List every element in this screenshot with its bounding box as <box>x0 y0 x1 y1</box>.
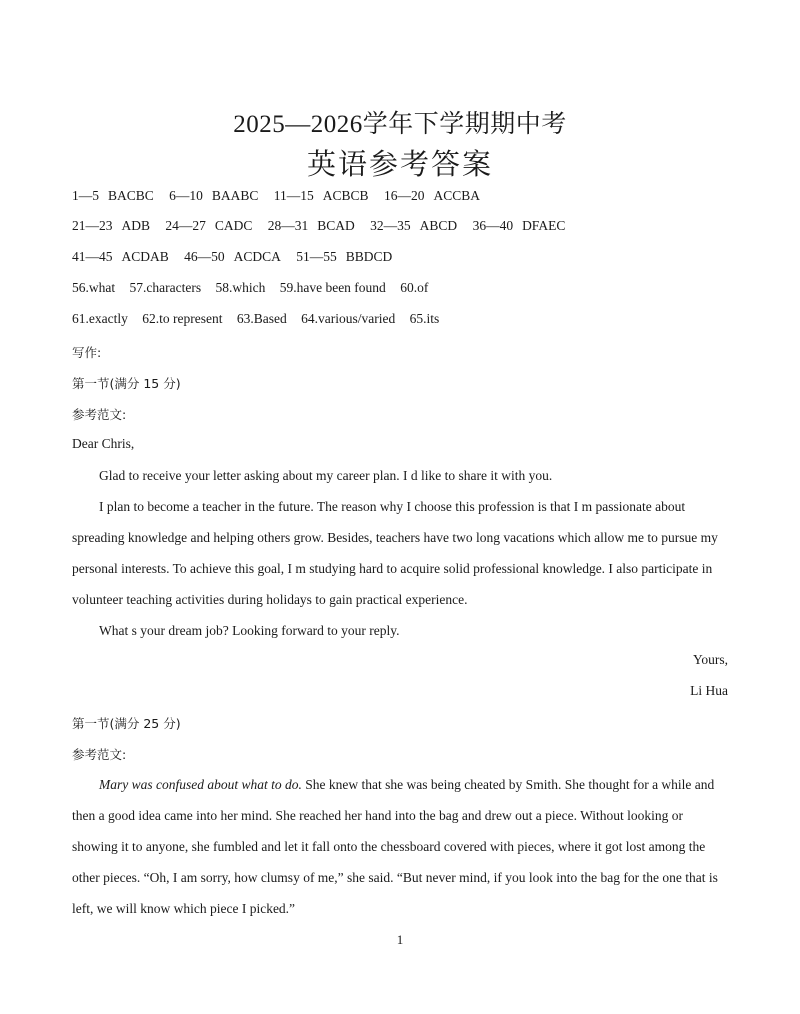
story-paragraph <box>72 769 728 924</box>
answer-keys: ABCD <box>419 218 458 233</box>
writing-heading: 写作: <box>72 345 102 360</box>
answer-range: 51—55 <box>296 249 337 264</box>
answer-range: 1—5 <box>72 188 99 203</box>
answer-row-3 <box>72 249 404 265</box>
answer-keys: BACBC <box>108 188 154 203</box>
answer-range: 28—31 <box>267 218 309 233</box>
fill-answer: 63.Based <box>236 311 287 326</box>
answer-keys: DFAEC <box>522 218 566 233</box>
answer-range: 41—45 <box>72 249 113 264</box>
letter-signature: Li Hua <box>690 683 728 698</box>
fill-answer: 65.its <box>409 311 440 326</box>
fill-answer: 64.various/varied <box>301 311 396 326</box>
fill-answer: 58.which <box>215 280 266 295</box>
document-title: 英语参考答案 <box>306 149 493 181</box>
section-1-title: 第一节(满分 15 分) <box>72 376 181 391</box>
paragraph-text: Glad to receive your letter asking about my career plan. I d like to share it with you. <box>99 468 553 483</box>
fill-answer: 59.have been found <box>279 280 386 295</box>
answer-range: 24—27 <box>165 218 206 233</box>
letter-paragraph-1 <box>72 460 728 491</box>
fill-answer: 56.what <box>72 280 116 295</box>
section-1-sample-label: 参考范文: <box>72 407 127 422</box>
fill-answer: 57.characters <box>129 280 202 295</box>
letter-closing: Yours, <box>692 652 728 667</box>
section-2-sample-label: 参考范文: <box>72 747 127 762</box>
letter-salutation: Dear Chris, <box>72 436 135 451</box>
answer-row-2 <box>72 218 577 234</box>
answer-keys: ACCBA <box>433 188 480 203</box>
letter-paragraph-3 <box>72 615 728 646</box>
exam-title: 2025—2026学年下学期期中考 <box>233 111 567 138</box>
answer-keys: BBDCD <box>345 249 393 264</box>
answer-range: 21—23 <box>72 218 113 233</box>
answer-keys: ADB <box>121 218 151 233</box>
answer-keys: BAABC <box>211 188 259 203</box>
fill-answer-row-1 <box>72 280 439 296</box>
answer-row-1 <box>72 188 492 204</box>
story-lead-sentence: Mary was confused about what to do. <box>99 777 302 792</box>
section-2-title: 第一节(满分 25 分) <box>72 716 181 731</box>
answer-range: 36—40 <box>472 218 514 233</box>
answer-range: 6—10 <box>169 188 203 203</box>
paragraph-text: She knew that she was being cheated by Smith. She thought for a while and then a good idea came into her mind. She reached her hand into the bag and drew out a piece. Without looking or showing it to anyone, she fumbled and let it fall onto the chessboard covered with pieces, where it got lost among the other pieces. “Oh, I am sorry, how clumsy of me,” she said. “But never mind, if you look into the bag for the one that is left, we will know which piece I picked.” <box>72 777 718 916</box>
answer-range: 11—15 <box>273 188 314 203</box>
fill-answer-row-2 <box>72 311 450 327</box>
paragraph-text: What s your dream job? Looking forward to your reply. <box>99 623 400 638</box>
fill-answer: 60.of <box>400 280 429 295</box>
answer-range: 16—20 <box>383 188 425 203</box>
answer-keys: ACDCA <box>233 249 281 264</box>
page-number: 1 <box>396 932 404 947</box>
answer-range: 46—50 <box>184 249 225 264</box>
answer-keys: ACBCB <box>322 188 369 203</box>
answer-keys: CADC <box>214 218 253 233</box>
fill-answer: 62.to represent <box>142 311 223 326</box>
paragraph-text: I plan to become a teacher in the future. The reason why I choose this profession is that I m passionate about spreading knowledge and helping others grow. Besides, teachers have two long vacations which allow me to pursue my personal interests. To achieve this goal, I m studying hard to acquire solid professional knowledge. I also participate in volunteer teaching activities during holidays to gain practical experience. <box>72 499 718 607</box>
letter-paragraph-2 <box>72 491 728 615</box>
answer-keys: ACDAB <box>121 249 169 264</box>
fill-answer: 61.exactly <box>72 311 128 326</box>
answer-keys: BCAD <box>317 218 355 233</box>
answer-range: 32—35 <box>370 218 411 233</box>
